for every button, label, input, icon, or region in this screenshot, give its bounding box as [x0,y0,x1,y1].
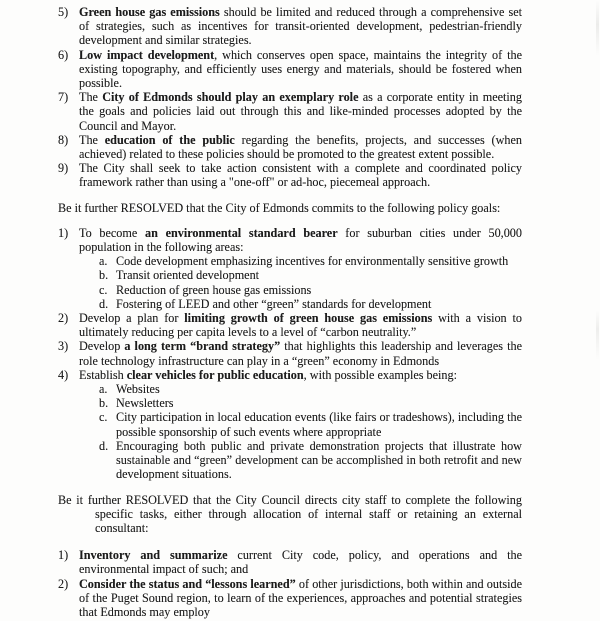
list-item-number: 2) [58,576,69,591]
list-item [58,5,522,48]
sublist-item-text: Fostering of LEED and other “green” standards for development [116,296,432,311]
list-item-text: Inventory and summarize current City code, policy, and operations and the environmental impact of such; and [79,548,522,577]
sublist-item-letter: a. [99,254,108,269]
policy-directives-list [58,5,522,190]
list-item [58,577,522,620]
list-item-body [79,368,522,482]
list-item-text: To become an environmental standard bearer for suburban cities under 50,000 population in the following areas: [79,225,522,255]
sublist-item [99,410,522,438]
list-item-body [79,5,522,48]
sublist-item-letter: d. [99,296,109,311]
resolved-policy-goals-section [58,201,522,215]
list-item-body [79,161,522,189]
list-item [58,339,522,367]
sublist-item-letter: c. [99,410,108,425]
resolved-staff-tasks-section [58,493,522,536]
list-item [58,226,522,311]
list-item-body [79,548,522,576]
sublist-item-text: Reduction of green house gas emissions [116,282,312,297]
policy-goals-list [58,226,522,482]
sublist-item [99,382,522,396]
list-item [58,368,522,482]
list-item-body [79,311,522,339]
sublist-item-letter: b. [99,268,109,283]
list-item-body [79,90,522,133]
sublist-item [99,396,522,410]
sublist-item [99,297,522,311]
sublist-item [99,439,522,482]
sublist-item-body [116,439,522,482]
list-item-number: 7) [58,90,69,105]
sublist-item-body [116,410,522,438]
sublist-item-letter: d. [99,438,109,453]
list-item-body [79,577,522,620]
list-item [58,311,522,339]
list-item-text: The City shall seek to take action consistent with a complete and coordinated policy framework rather than using a "one-off" or ad-hoc, piecemeal approach. [79,161,522,190]
scan-edge-artifact [596,0,599,621]
list-item [58,133,522,161]
sublist-item-letter: a. [99,382,108,397]
sublist-item-letter: c. [99,282,108,297]
staff-tasks-list [58,548,522,619]
sublist-item-body [116,382,522,396]
sublist-item-body [116,254,522,268]
sublist-item-body [116,268,522,282]
list-item-text: Develop a long term “brand strategy” that highlights this leadership and leverages the role technology infrastructure can play in a “green” economy in Edmonds [79,339,522,368]
resolution-clause-staff-tasks: Be it further RESOLVED that the City Council directs city staff to complete the following specific tasks, either through allocation of internal staff or retaining an external consultant: [58,492,522,535]
sublist-item-letter: b. [99,396,109,411]
sublist-item-body [116,297,522,311]
list-item-number: 9) [58,161,69,176]
list-item-number: 4) [58,367,69,382]
list-item [58,48,522,91]
list-item-body [79,226,522,311]
sublist-item-text: Encouraging both public and private demonstration projects that illustrate how sustainable and “green” development can be accomplished in both retrofit and new development situations. [116,438,522,482]
list-item-body [79,133,522,161]
sublist-item [99,268,522,282]
list-item-text: Low impact development, which conserves open space, maintains the integrity of the existing topography, and efficiently uses energy and materials, should be fostered when possible. [79,47,522,91]
list-item-text: Consider the status and “lessons learned” of other jurisdictions, both within and outside of the Puget Sound region, to learn of the experiences, approaches and potential strategies that Edmonds may employ [79,576,522,619]
sublist-item-text: Code development emphasizing incentives for environmentally sensitive growth [116,254,509,269]
list-item [58,90,522,133]
list-item-body [79,339,522,367]
list-item-number: 5) [58,5,69,19]
list-item-number: 2) [58,311,69,326]
list-item [58,548,522,576]
resolution-clause-policy-goals: Be it further RESOLVED that the City of Edmonds commits to the following policy goals: [58,200,501,215]
sublist-item [99,283,522,297]
list-item-text: Green house gas emissions should be limited and reduced through a comprehensive set of strategies, such as incentives for transit-oriented development, pedestrian-friendly development and similar strategies. [79,5,522,48]
list-item-number: 8) [58,132,69,147]
list-item-text: The City of Edmonds should play an exemplary role as a corporate entity in meeting the goals and policies laid out through this and like-minded processes adopted by the Council and Mayor. [79,90,522,133]
list-item-number: 1) [58,225,69,240]
list-item-number: 3) [58,339,69,354]
sublist-item-text: Transit oriented development [116,268,260,283]
sublist-item-body [116,396,522,410]
list-item-body [79,48,522,91]
sublist-item-text: Newsletters [116,396,174,411]
list-item-text: Develop a plan for limiting growth of green house gas emissions with a vision to ultimately reducing per capita levels to a level of “carbon neutrality.” [79,311,522,340]
list-item-text: Establish clear vehicles for public education, with possible examples being: [79,367,458,382]
sublist-item-text: Websites [116,382,160,397]
sublist-item [99,254,522,268]
list-item [58,161,522,189]
sublist-item-body [116,283,522,297]
list-item-text: The education of the public regarding the benefits, projects, and successes (when achieved) related to these policies should be promoted to the greatest extent possible. [79,132,522,162]
list-item-number: 6) [58,47,69,62]
list-item-number: 1) [58,548,69,563]
sublist-item-text: City participation in local education events (like fairs or tradeshows), including the possible sponsorship of such events where appropriate [116,410,522,439]
